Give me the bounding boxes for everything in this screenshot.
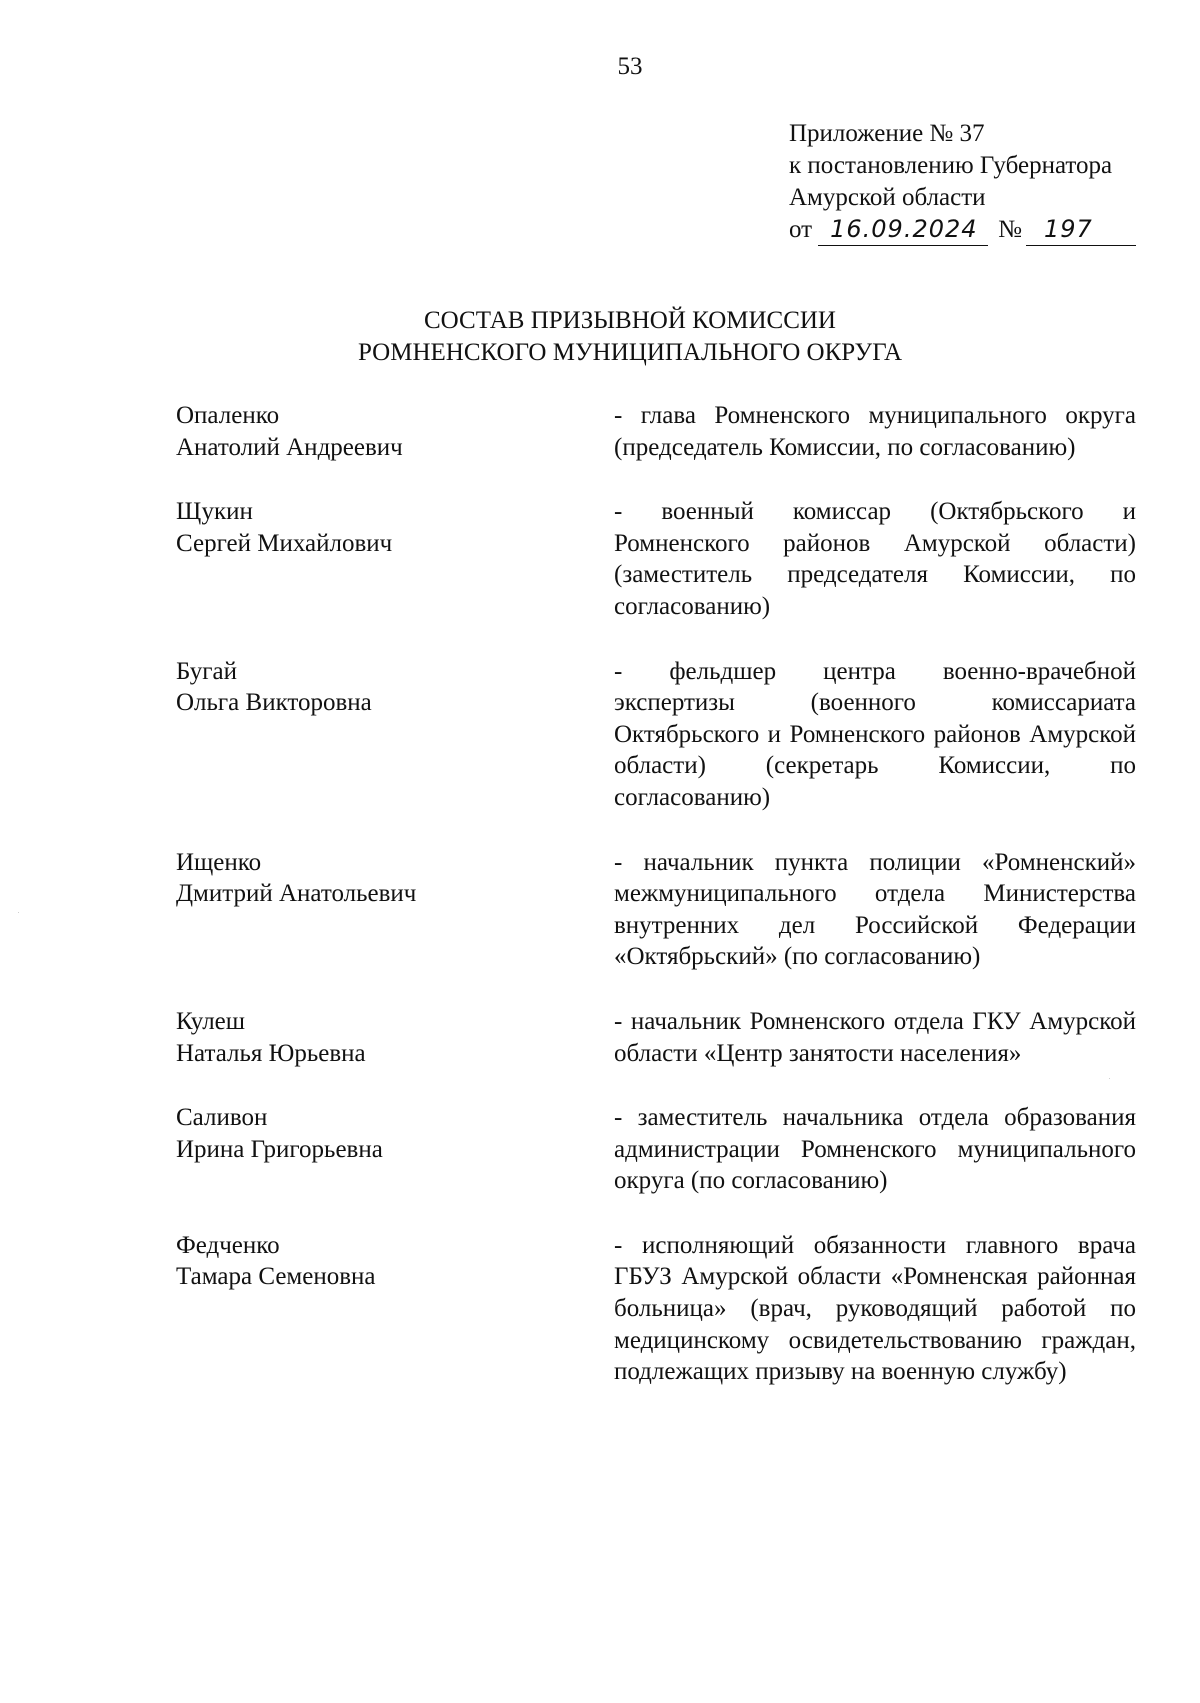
appendix-decree-reference: к постановлению Губернатора xyxy=(789,152,1113,179)
member-surname: Саливон xyxy=(176,1104,268,1132)
scan-speck xyxy=(1109,1078,1110,1079)
member-row xyxy=(176,400,1136,463)
member-role: - начальник пункта полиции «Ромненский» межмуниципального отдела Министерства внутренних дел Российской Федерации «Октябрьский» (по согласованию) xyxy=(614,848,1136,971)
member-role: - начальник Ромненского отдела ГКУ Амурской области «Центр занятости населения» xyxy=(614,1007,1136,1067)
member-given-name: Сергей Михайлович xyxy=(176,529,393,557)
member-name xyxy=(176,656,614,814)
member-row xyxy=(176,656,1136,814)
member-role: - глава Ромненского муниципального округа (председатель Комиссии, по согласованию) xyxy=(614,402,1136,461)
member-name xyxy=(176,496,614,622)
member-given-name: Дмитрий Анатольевич xyxy=(176,880,417,908)
member-given-name: Ольга Викторовна xyxy=(176,689,372,717)
member-given-name: Ирина Григорьевна xyxy=(176,1135,383,1163)
member-given-name: Анатолий Андреевич xyxy=(176,433,403,461)
from-label: от xyxy=(789,216,813,243)
member-row xyxy=(176,496,1136,622)
member-surname: Бугай xyxy=(176,657,237,685)
member-name xyxy=(176,847,614,973)
appendix-region: Амурской области xyxy=(789,184,986,211)
title-line-1: СОСТАВ ПРИЗЫВНОЙ КОМИССИИ xyxy=(424,307,836,334)
member-given-name: Тамара Семеновна xyxy=(176,1263,376,1291)
member-surname: Федченко xyxy=(176,1231,280,1259)
member-role: - заместитель начальника отдела образования администрации Ромненского муниципального округа (по согласованию) xyxy=(614,1104,1136,1195)
member-row xyxy=(176,1006,1136,1069)
member-surname: Кулеш xyxy=(176,1007,246,1035)
member-role: - фельдшер центра военно-врачебной экспертизы (военного комиссариата Октябрьского и Ромненского районов Амурской области) (секретарь Комиссии, по согласованию) xyxy=(614,657,1136,811)
member-role: - исполняющий обязанности главного врача ГБУЗ Амурской области «Ромненская районная больница» (врач, руководящий работой по медицинскому освидетельствованию граждан, подлежащих призыву на военную службу) xyxy=(614,1231,1136,1386)
member-row xyxy=(176,1230,1136,1388)
member-surname: Щукин xyxy=(176,498,253,526)
handwritten-date: 16.09.2024 xyxy=(818,216,988,246)
member-surname: Опаленко xyxy=(176,402,280,429)
title-line-2: РОМНЕНСКОГО МУНИЦИПАЛЬНОГО ОКРУГА xyxy=(357,339,903,366)
member-given-name: Наталья Юрьевна xyxy=(176,1039,366,1067)
page-number: 53 xyxy=(617,53,643,80)
commission-members-list xyxy=(176,400,1136,1388)
member-surname: Ищенко xyxy=(176,848,262,876)
member-row xyxy=(176,1102,1136,1197)
member-role: - военный комиссар (Октябрьского и Ромненского районов Амурской области) (заместитель председателя Комиссии, по согласованию) xyxy=(614,498,1136,620)
member-name xyxy=(176,1006,614,1069)
member-name xyxy=(176,1102,614,1197)
appendix-number: Приложение № 37 xyxy=(789,120,985,147)
scan-speck xyxy=(18,912,19,913)
member-row xyxy=(176,847,1136,973)
member-name xyxy=(176,1230,614,1388)
appendix-date-row xyxy=(789,214,1169,246)
number-label: № xyxy=(998,216,1022,243)
handwritten-number: 197 xyxy=(1026,216,1136,246)
member-name xyxy=(176,400,614,463)
document-title xyxy=(0,305,1200,369)
appendix-block xyxy=(789,118,1169,246)
